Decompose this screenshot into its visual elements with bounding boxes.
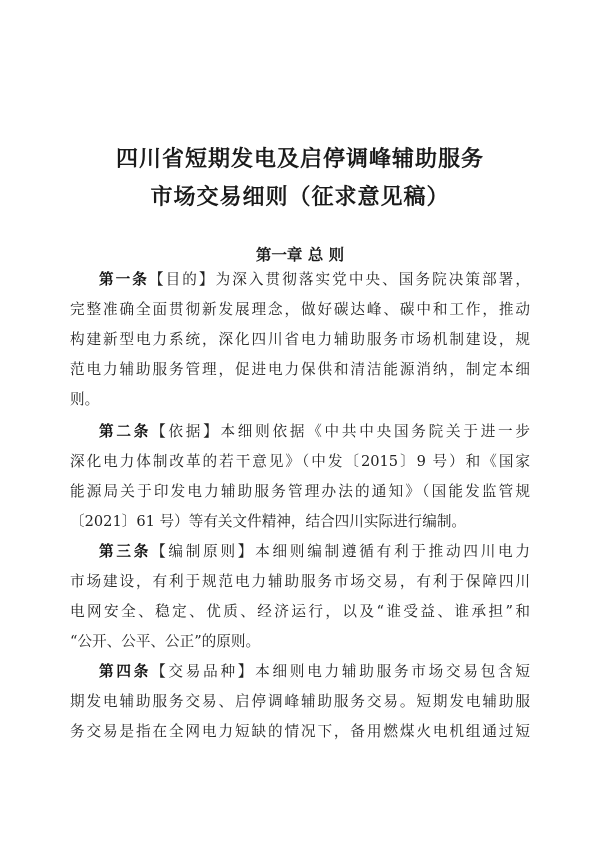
- article-2-line-3: 能源局关于印发电力辅助服务管理办法的通知》（国能发监管规: [70, 483, 530, 500]
- document-title-line-2: 市场交易细则（征求意见稿）: [150, 184, 450, 210]
- article-3-line-3: 电网安全、稳定、优质、经济运行，以及“谁受益、谁承担”和: [70, 603, 530, 620]
- article-3-line-1: 第三条【编制原则】本细则编制遵循有利于推动四川电力: [99, 543, 530, 560]
- article-3-line-4: “公开、公平、公正”的原则。: [70, 633, 261, 650]
- article-1-line-2: 完整准确全面贯彻新发展理念，做好碳达峰、碳中和工作，推动: [70, 301, 530, 318]
- article-3-label: 第三条: [99, 543, 152, 560]
- article-3-line-2: 市场建设，有利于规范电力辅助服务市场交易，有利于保障四川: [70, 573, 530, 590]
- article-2-line-2: 深化电力体制改革的若干意见》（中发〔2015〕9 号）和《国家: [70, 453, 530, 470]
- article-2-line-1: 第二条【依据】本细则依据《中共中央国务院关于进一步: [99, 423, 530, 440]
- article-2-line-4: 〔2021〕61 号）等有关文件精神，结合四川实际进行编制。: [70, 513, 467, 530]
- chapter-heading: 第一章 总 则: [255, 246, 345, 264]
- article-1-line-3: 构建新型电力系统，深化四川省电力辅助服务市场机制建设，规: [70, 331, 530, 348]
- article-1-line-4: 范电力辅助服务管理，促进电力保供和清洁能源消纳，制定本细: [70, 361, 530, 378]
- article-4-label: 第四条: [99, 663, 152, 680]
- article-2-label: 第二条: [99, 423, 152, 440]
- article-4-line-2: 期发电辅助服务交易、启停调峰辅助服务交易。短期发电辅助服: [70, 693, 530, 710]
- article-1-line-5: 则。: [70, 391, 100, 408]
- article-1-label: 第一条: [99, 271, 149, 288]
- article-1-line-1: 第一条【目的】为深入贯彻落实党中央、国务院决策部署，: [99, 271, 530, 288]
- document-title-line-1: 四川省短期发电及启停调峰辅助服务: [115, 146, 484, 172]
- article-4-line-1: 第四条【交易品种】本细则电力辅助服务市场交易包含短: [99, 663, 530, 680]
- article-4-line-3: 务交易是指在全网电力短缺的情况下，备用燃煤火电机组通过短: [70, 723, 530, 740]
